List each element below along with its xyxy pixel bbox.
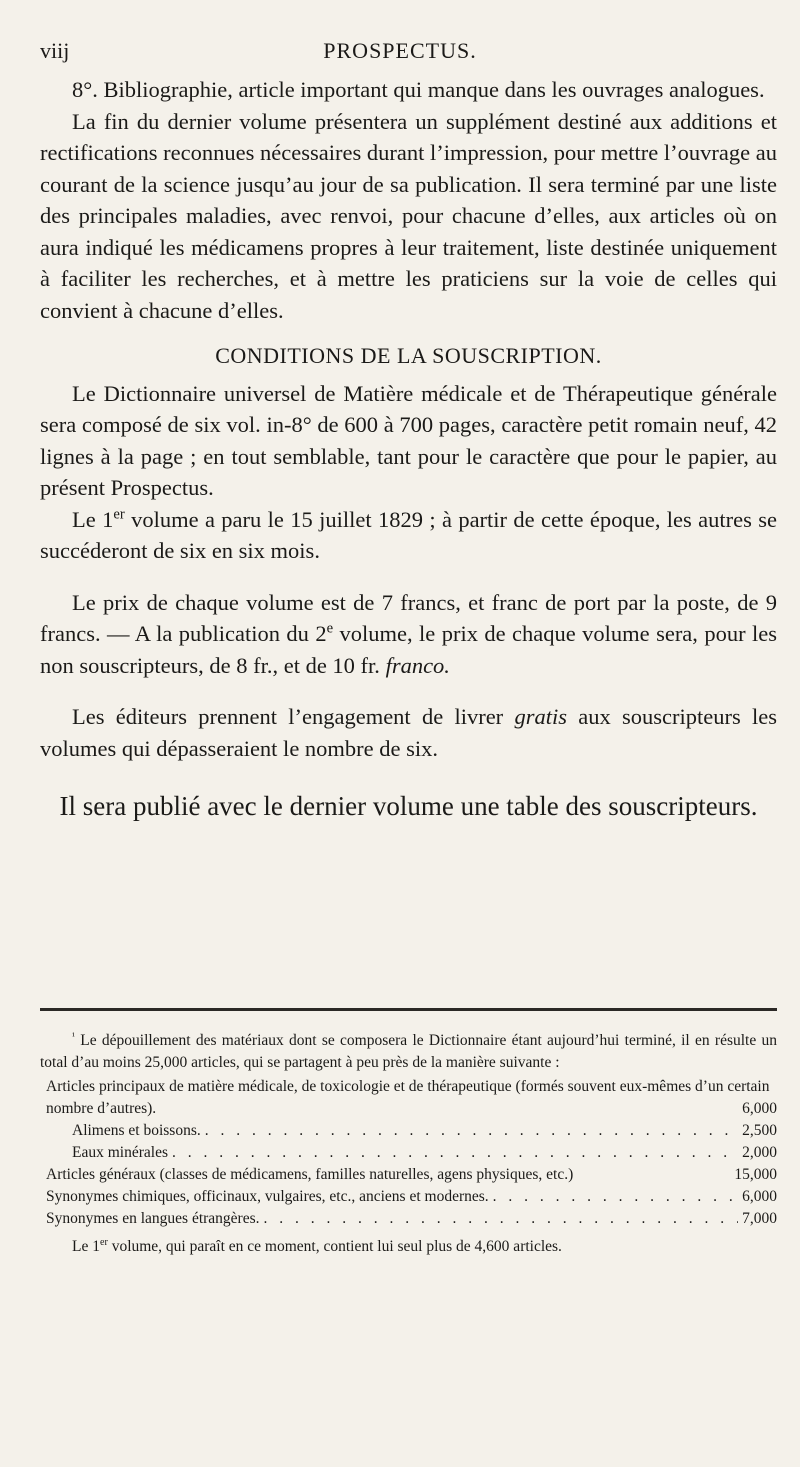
row-label: Synonymes chimiques, officinaux, vulgaires, etc., anciens et modernes. — [46, 1188, 489, 1205]
text-run: Le 1 — [72, 506, 114, 532]
row-value: 2,500 — [742, 1122, 777, 1139]
paragraph-price — [40, 587, 777, 682]
row-value: 7,000 — [742, 1210, 777, 1227]
superscript: er — [99, 1236, 108, 1248]
text-run: volume a paru le 15 juillet 1829 ; à partir de cette époque, les autres se succéderont de six en six mois. — [40, 506, 778, 563]
italic-text: franco. — [385, 652, 450, 678]
row-label: Eaux minérales — [72, 1144, 168, 1161]
text-run: Le 1 — [72, 1238, 100, 1255]
text-run: Le prix de chaque volume est de 7 francs, et franc de port par la poste, de 9 francs. — A la publication du 2 — [40, 589, 777, 646]
article-count-table — [40, 1076, 777, 1230]
row-label: Alimens et boissons. — [72, 1122, 201, 1139]
paragraph-first-volume — [40, 504, 777, 567]
text-run: aux souscripteurs les volumes qui dépasseraient le nombre de six. — [40, 704, 777, 761]
text-run: Les éditeurs prennent l’engagement de livrer — [72, 704, 515, 729]
row-value: 6,000 — [742, 1100, 777, 1117]
italic-text: gratis — [514, 704, 567, 729]
conditions-heading: CONDITIONS DE LA SOUSCRIPTION. — [215, 343, 602, 368]
superscript: er — [113, 506, 125, 522]
text-run: volume, le prix de chaque volume sera, pour les non souscripteurs, de 8 fr., et de 10 fr. — [40, 621, 777, 678]
table-row — [40, 1186, 777, 1208]
text-run: volume, qui paraît en ce moment, contient lui seul plus de 4,600 articles. — [107, 1238, 562, 1255]
text-run: Le dépouillement des matériaux dont se composera le Dictionnaire étant aujourd’hui terminé, il en résulte un total d’au moins 25,000 articles, qui se partagent à peu près de la manière suivante : — [40, 1032, 777, 1071]
paragraph-supplement: La fin du dernier volume présentera un supplément destiné aux additions et rectifications reconnues nécessaires durant l’impression, pour mettre l’ouvrage au courant de la science jusqu’au jour de sa publication. Il sera terminé par une liste des principales maladies, avec renvoi, pour chacune d’elles, aux articles où on aura indiqué les médicamens propres à leur traitement, liste destinée uniquement à faciliter les recherches, et à mettre les praticiens sur la voie de celles qui convient à chacune d’elles. — [40, 108, 777, 323]
paragraph-bibliographie: 8°. Bibliographie, article important qui manque dans les ouvrages analogues. — [72, 77, 765, 102]
running-title: PROSPECTUS. — [323, 38, 477, 63]
paragraph-composition: Le Dictionnaire universel de Matière médicale et de Thérapeutique générale sera composé de six vol. in-8° de 600 à 700 pages, caractère petit romain neuf, 42 lignes à la page ; en tout semblable, tant pour le caractère que pour le papier, au présent Prospectus. — [40, 380, 777, 500]
footnote-closing — [40, 1236, 777, 1258]
row-label: Articles généraux (classes de médicamens, familles naturelles, agens physiques, etc.) — [46, 1166, 574, 1183]
superscript: e — [326, 620, 334, 637]
row-value: 15,000 — [734, 1166, 777, 1183]
subscribers-announcement: Il sera publié avec le dernier volume une table des souscripteurs. — [59, 791, 758, 821]
leader-dots — [493, 1186, 738, 1208]
main-text — [40, 74, 777, 826]
table-row — [40, 1120, 777, 1142]
row-label: Articles principaux de matière médicale, de toxicologie et de thérapeutique (formés souvent eux-mêmes d’un certain nombre d’autres). — [46, 1078, 770, 1117]
table-row — [40, 1142, 777, 1164]
leader-dots — [264, 1208, 739, 1230]
page-number: viij — [40, 38, 70, 63]
footnote-rule — [40, 1008, 777, 1011]
leader-dots — [205, 1120, 738, 1142]
row-label: Synonymes en langues étrangères. — [46, 1210, 260, 1227]
leader-dots — [172, 1142, 738, 1164]
row-value: 2,000 — [742, 1144, 777, 1161]
running-header — [40, 38, 760, 70]
footnote-marker: ¹ — [72, 1030, 76, 1042]
table-row — [40, 1076, 777, 1120]
row-value: 6,000 — [742, 1188, 777, 1205]
table-row — [40, 1164, 777, 1186]
paragraph-engagement — [40, 701, 777, 764]
footnote-intro — [40, 1030, 777, 1074]
footnote — [40, 1030, 777, 1258]
table-row — [40, 1208, 777, 1230]
